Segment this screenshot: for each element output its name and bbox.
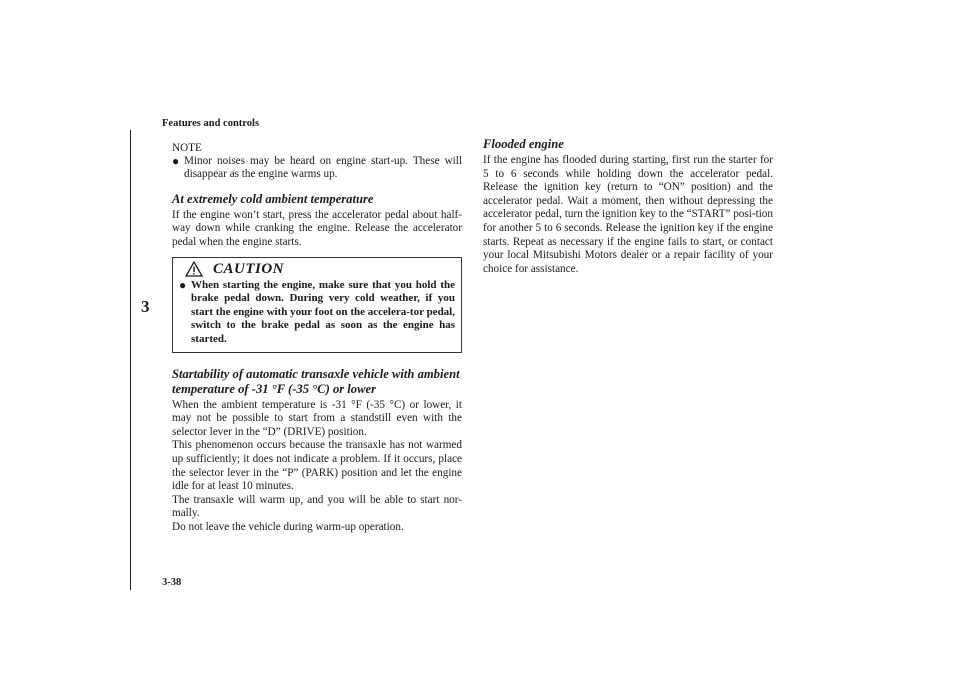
chapter-divider bbox=[130, 130, 131, 590]
caution-text: When starting the engine, make sure that you hold the brake pedal down. During very cold weather, if you start the engine with your foot on the accelera-tor pedal, switch to the brake pedal as soon as the engine has started. bbox=[191, 278, 455, 345]
cold-temperature-heading: At extremely cold ambient temperature bbox=[172, 191, 374, 206]
page-number: 3-38 bbox=[162, 577, 182, 588]
startability-paragraph: When the ambient temperature is -31 °F (-35 °C) or lower, it may not be possible to start from a standstill even with the selector lever in the “D” (DRIVE) position. bbox=[172, 398, 462, 438]
note-text: Minor noises may be heard on engine start-up. These will disappear as the engine warms up. bbox=[184, 155, 462, 181]
caution-header bbox=[179, 261, 455, 278]
startability-heading: Startability of automatic transaxle vehicle with ambient temperature of -31 °F (-35 °C) or lower bbox=[172, 366, 460, 396]
section-header: Features and controls bbox=[162, 118, 260, 129]
bullet-icon: ● bbox=[172, 154, 180, 168]
bullet-icon: ● bbox=[179, 277, 187, 292]
startability-paragraph: This phenomenon occurs because the transaxle has not warmed up sufficiently; it does not indicate a problem. If it occurs, place the selector lever in the “P” (PARK) position and let the engine idle for at least 10 minutes. bbox=[172, 439, 462, 493]
note-label: NOTE bbox=[172, 142, 202, 154]
flooded-engine-heading: Flooded engine bbox=[483, 137, 564, 151]
startability-paragraph: Do not leave the vehicle during warm-up operation. bbox=[172, 520, 404, 533]
left-column bbox=[172, 142, 462, 535]
chapter-number: 3 bbox=[141, 297, 150, 316]
startability-paragraph: The transaxle will warm up, and you will be able to start nor-mally. bbox=[172, 493, 462, 520]
note-item bbox=[172, 155, 462, 182]
flooded-engine-text: If the engine has flooded during starting, first run the starter for 5 to 6 seconds while holding down the accelerator pedal. Release the ignition key (return to “ON” position) and the accelerator pedal. Wait a moment, then without depressing the accelerator pedal, turn the ignition key to the “START” posi-tion for another 5 to 6 seconds. Release the ignition key if the engine starts. Repeat as necessary if the engine fails to start, or contact your local Mitsubishi Motors dealer or a repair facility of your choice for assistance. bbox=[483, 154, 773, 275]
caution-title: CAUTION bbox=[213, 260, 285, 277]
caution-item bbox=[179, 279, 455, 347]
caution-box bbox=[172, 257, 462, 353]
warning-triangle-icon bbox=[185, 261, 203, 277]
right-column bbox=[483, 137, 773, 276]
cold-temperature-text: If the engine won’t start, press the accelerator pedal about half-way down while cranking the engine. Release the accelerator pedal when the engine starts. bbox=[172, 208, 462, 248]
